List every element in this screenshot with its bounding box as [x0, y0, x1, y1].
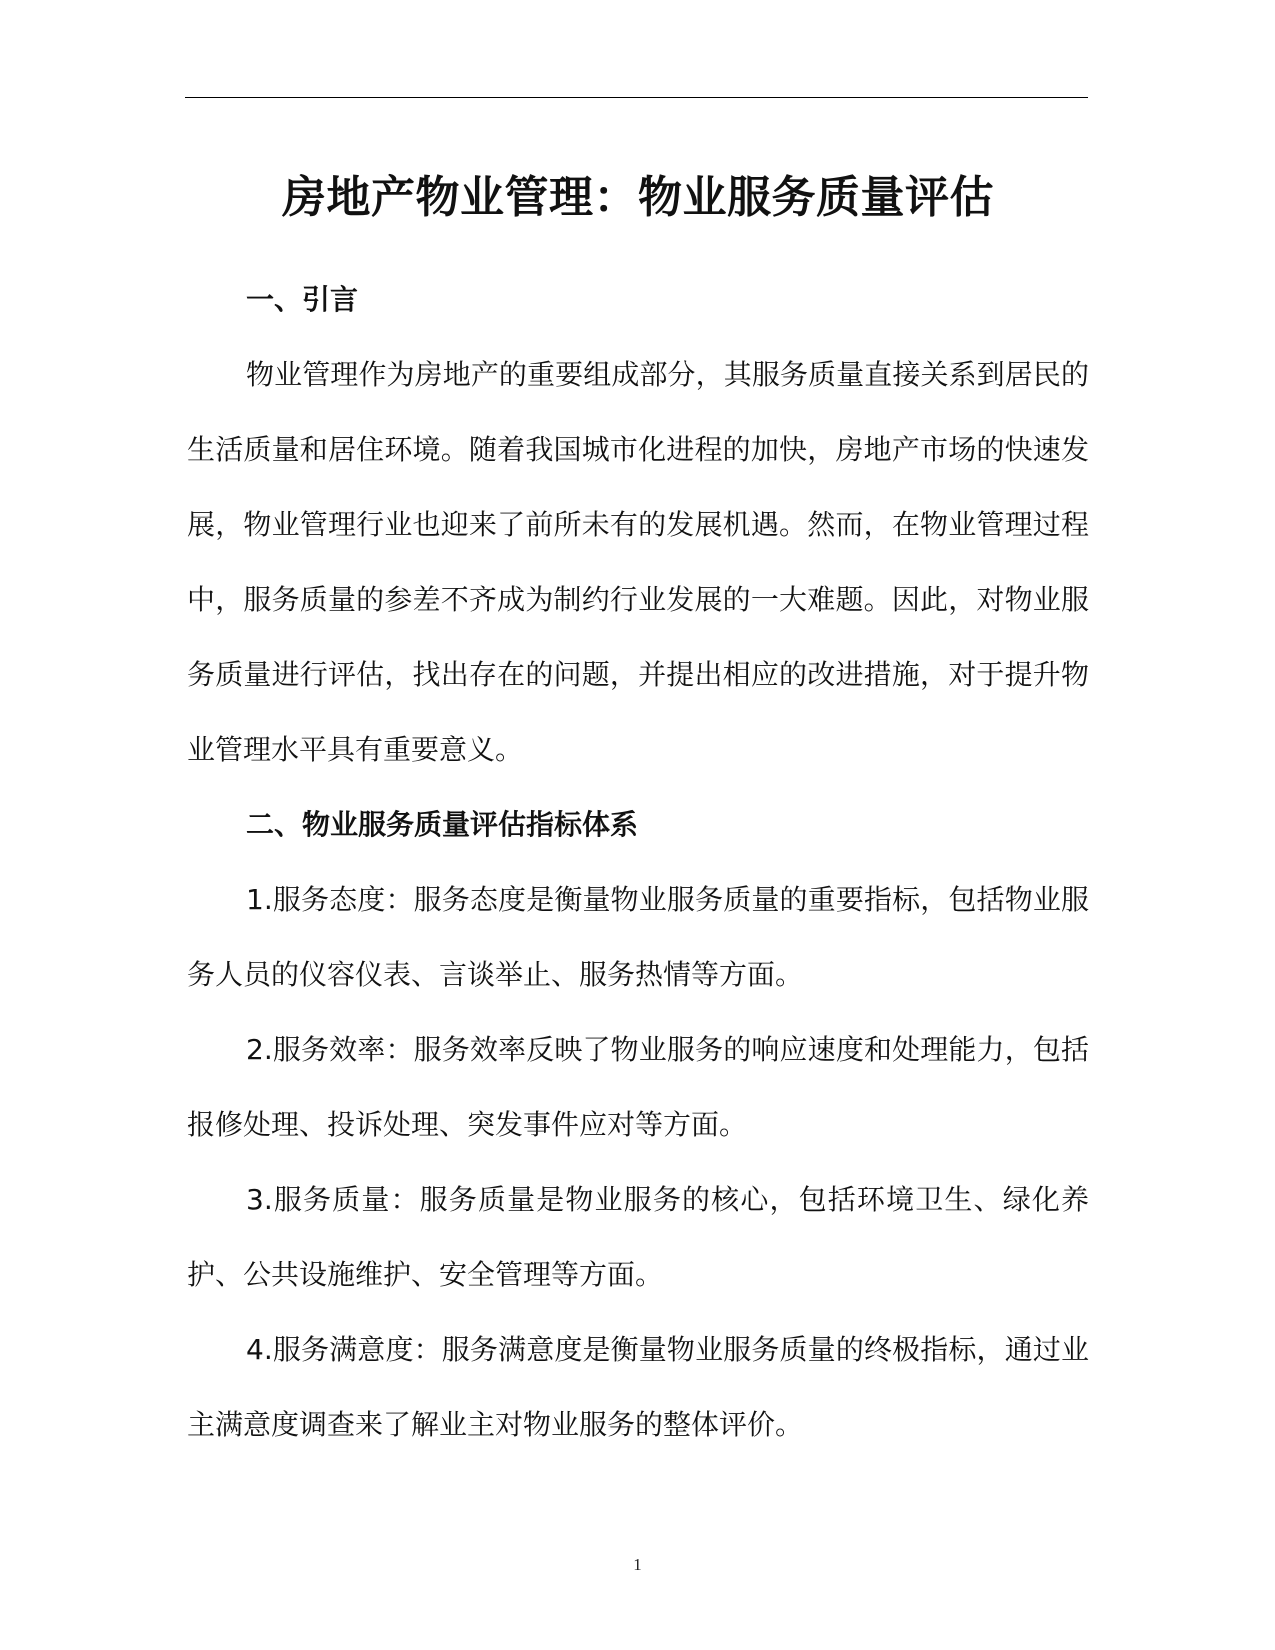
paragraph-service-attitude: 1.服务态度：服务态度是衡量物业服务质量的重要指标，包括物业服务人员的仪容仪表、言谈举止、服务热情等方面。 [187, 883, 1089, 991]
paragraph-service-satisfaction: 4.服务满意度：服务满意度是衡量物业服务质量的终极指标，通过业主满意度调查来了解业主对物业服务的整体评价。 [187, 1333, 1089, 1441]
paragraph-service-efficiency: 2.服务效率：服务效率反映了物业服务的响应速度和处理能力，包括报修处理、投诉处理、突发事件应对等方面。 [187, 1033, 1089, 1141]
header-rule [185, 97, 1088, 98]
document-body [187, 160, 1089, 1462]
section-heading-introduction: 一、引言 [246, 283, 359, 316]
page-number: 1 [633, 1555, 642, 1574]
paragraph-service-quality: 3.服务质量：服务质量是物业服务的核心，包括环境卫生、绿化养护、公共设施维护、安全管理等方面。 [187, 1183, 1089, 1291]
section-heading-indicator-system: 二、物业服务质量评估指标体系 [246, 808, 639, 841]
paragraph-introduction: 物业管理作为房地产的重要组成部分，其服务质量直接关系到居民的生活质量和居住环境。随着我国城市化进程的加快，房地产市场的快速发展，物业管理行业也迎来了前所未有的发展机遇。然而，在物业管理过程中，服务质量的参差不齐成为制约行业发展的一大难题。因此，对物业服务质量进行评估，找出存在的问题，并提出相应的改进措施，对于提升物业管理水平具有重要意义。 [187, 358, 1089, 766]
document-title: 房地产物业管理：物业服务质量评估 [282, 172, 994, 223]
